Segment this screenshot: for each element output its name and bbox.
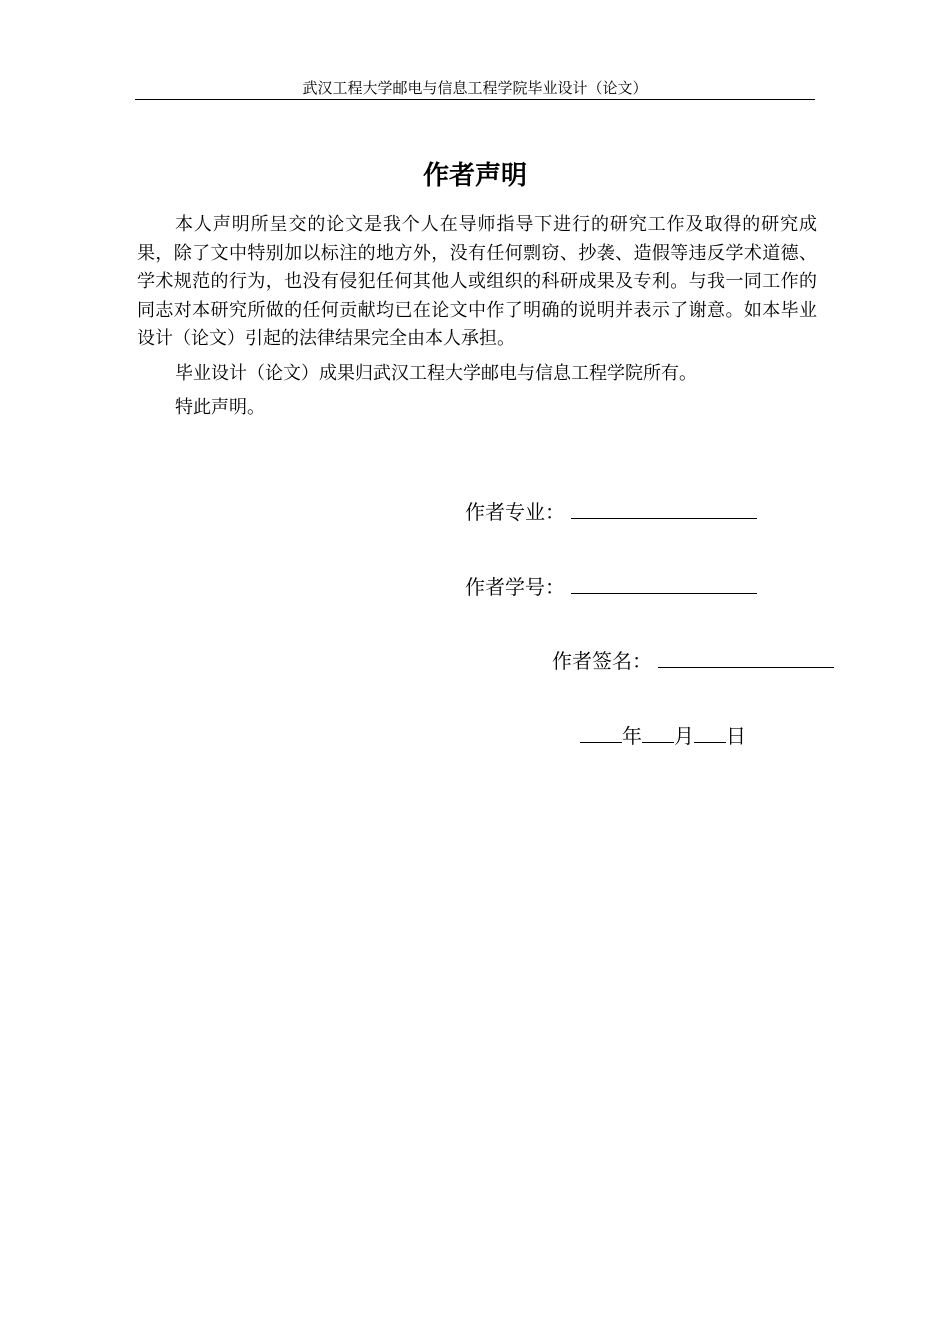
author-signature-label: 作者签名： bbox=[552, 649, 652, 673]
author-signature-field bbox=[552, 647, 834, 675]
header-rule bbox=[135, 99, 815, 100]
day-label: 日 bbox=[726, 724, 746, 748]
year-blank[interactable] bbox=[580, 724, 622, 743]
author-student-id-label: 作者学号： bbox=[465, 575, 565, 599]
day-blank[interactable] bbox=[694, 724, 726, 743]
author-major-label: 作者专业： bbox=[465, 500, 565, 524]
author-signature-blank[interactable] bbox=[658, 649, 834, 668]
page-title: 作者声明 bbox=[422, 161, 527, 191]
ownership-paragraph: 毕业设计（论文）成果归武汉工程大学邮电与信息工程学院所有。 bbox=[175, 362, 697, 384]
declaration-paragraph: 本人声明所呈交的论文是我个人在导师指导下进行的研究工作及取得的研究成果，除了文中特别加以标注的地方外，没有任何剽窃、抄袭、造假等违反学术道德、学术规范的行为，也没有侵犯任何其他人或组织的科研成果及专利。与我一同工作的同志对本研究所做的任何贡献均已在论文中作了明确的说明并表示了谢意。如本毕业设计（论文）引起的法律结果完全由本人承担。 bbox=[137, 214, 817, 349]
month-label: 月 bbox=[674, 724, 694, 748]
declaration-body bbox=[137, 211, 817, 423]
closing-paragraph: 特此声明。 bbox=[175, 397, 265, 418]
author-major-blank[interactable] bbox=[571, 500, 757, 519]
author-student-id-blank[interactable] bbox=[571, 575, 757, 594]
month-blank[interactable] bbox=[642, 724, 674, 743]
author-student-id-field bbox=[465, 573, 757, 601]
year-label: 年 bbox=[622, 724, 642, 748]
date-line bbox=[580, 722, 746, 750]
running-header: 武汉工程大学邮电与信息工程学院毕业设计（论文） bbox=[302, 79, 648, 97]
author-major-field bbox=[465, 498, 757, 526]
